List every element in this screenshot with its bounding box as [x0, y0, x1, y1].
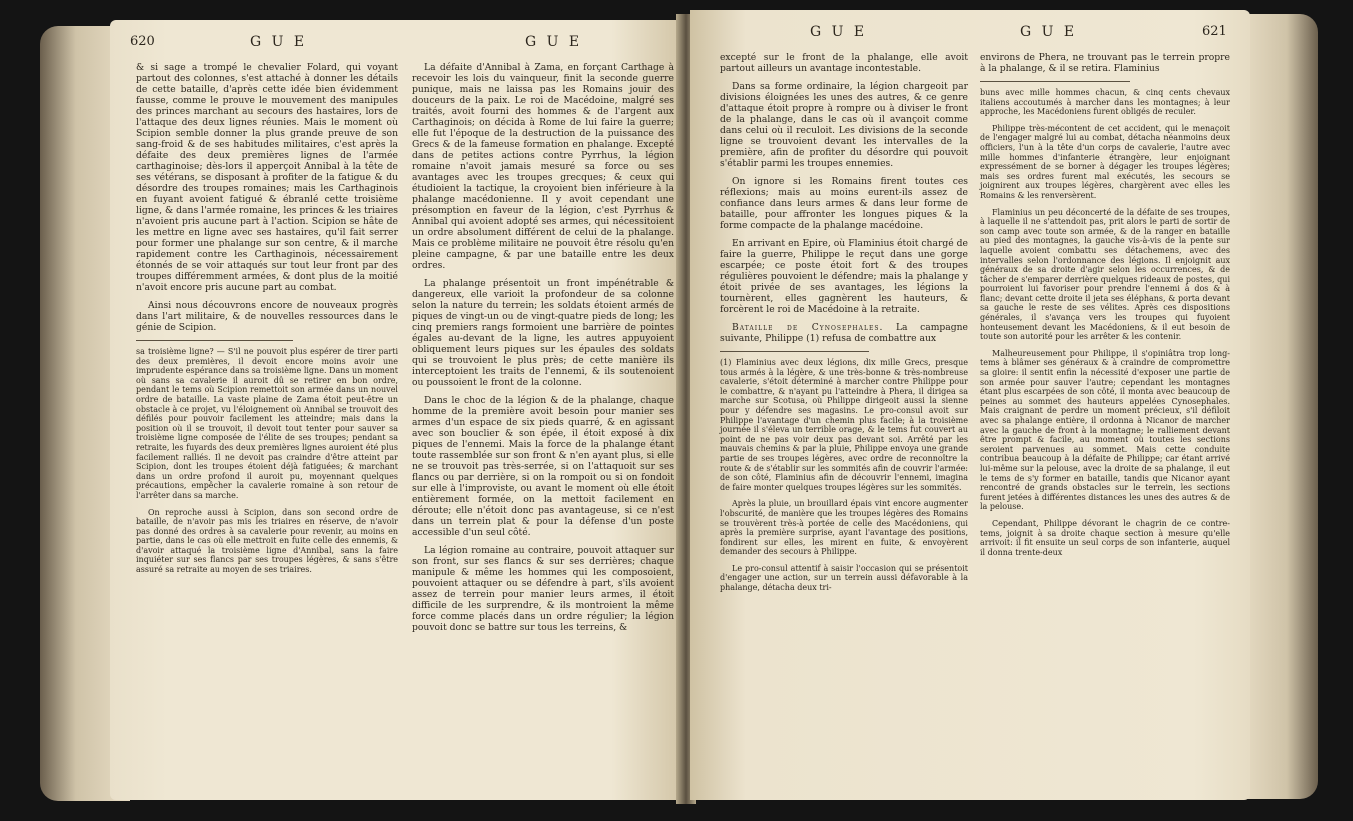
running-head-right-col1: G U E — [810, 24, 868, 40]
footnote-paragraph: Le pro-consul attentif à saisir l'occasion qui se présentoit d'engager une action, sur un terrein aussi défavorable à la phalange, détacha deux tri- — [720, 563, 968, 593]
paragraph: La légion romaine au contraire, pouvoit attaquer sur son front, sur ses flancs & sur ses derrières; chaque manipule & même les hommes qui les composoient, pouvoient attaquer ou se défendre à part, s'ils avoient assez de terrein pour manier leurs armes, il étoit difficile de les surprendre, & ils montroient la même force comme placés dans un ordre régulier; la légion pouvoit donc se battre sur tous les terreins, & — [412, 545, 674, 633]
paragraph: La phalange présentoit un front impénétrable & dangereux, elle varioit la profondeur de sa colonne selon la nature du terrein; les soldats étoient armés de piques de vingt-un ou de vingt-quatre pieds de long; les cinq premiers rangs formoient une barrière de pointes égales au-devant de la ligne, les autres appuyoient obliquement leurs piques sur les épaules des soldats qui se trouvoient le plus près; de cette manière ils interceptoient les traits de l'ennemi, & ils soutenoient ou poussoient le front de la colonne. — [412, 278, 674, 388]
footnote-paragraph: Cependant, Philippe dévorant le chagrin de ce contre-tems, joignit à sa droite chaque section à mesure qu'elle arrivoit: il fit ensuite un seul corps de son infanterie, auquel il donna trente-deux — [980, 518, 1230, 557]
paragraph: Dans le choc de la légion & de la phalange, chaque homme de la première avoit besoin pour manier ses armes d'un espace de six pieds quarré, & en agissant avec son bouclier & son épée, il étoit exposé à dix piques de l'ennemi. Mais la force de la phalange étant toute rassemblée sur son front & n'en ayant plus, si elle ne se trouvoit pas très-serrée, si on l'attaquoit sur ses flancs ou par derrière, si on la rompoit ou si on fondoit sur elle à l'improviste, ou avant le moment où elle étoit entièrement formée, on la mettoit facilement en déroute; elle n'étoit donc pas avantageuse, si ce n'est dans un terrein plat & pour la défense d'un poste accessible d'un seul côté. — [412, 395, 674, 538]
paragraph: On ignore si les Romains firent toutes ces réflexions; mais au moins eurent-ils assez de confiance dans leurs armes & dans leur forme de bataille, pour affronter les longues piques & la forme compacte de la phalange macédoine. — [720, 176, 968, 231]
footnote-rule — [980, 81, 1130, 82]
footnote-paragraph: Flaminius un peu déconcerté de la défaite de ses troupes, à laquelle il ne s'attendoit pas, prit alors le parti de sortir de son camp avec toute son armée, & de la ranger en bataille au pied des montagnes, la gauche vis-à-vis de la pente sur laquelle avoient combattu ses détachemens, avec des intervalles selon l'ordonnance des légions. Il enjoignit aux généraux de sa droite d'agir selon les occurrences, & de tâcher de s'emparer derrière quelques rideaux de postes, qui pourroient lui favoriser pour prendre l'ennemi à dos & à flanc; devant cette droite il jeta ses éléphans, & porta devant sa gauche le reste de ses vélites. Après ces dispositions générales, il s'avança vers les troupes qui fuyoient honteusement devant les Macédoniens, & il eut besoin de toute son autorité pour les arrêter & les contenir. — [980, 207, 1230, 342]
paragraph: excepté sur le front de la phalange, elle avoit partout ailleurs un avantage incontestable. — [720, 52, 968, 74]
right-column-2 — [980, 52, 1230, 564]
paragraph: & si sage a trompé le chevalier Folard, qui voyant partout des colonnes, s'est attaché à donner les détails de cette bataille, d'après cette idée bien évidemment fausse, comme le prouve le mouvement des manipules des princes marchant au secours des hastaires, lors de l'attaque des deux lignes réunies. Mais le moment où Scipion semble donner la plus grande preuve de son sang-froid & de ses habitudes militaires, c'est après la défaite des deux premières lignes de l'armée carthaginoise; dès-lors il apperçoit Annibal à la tête de ses vétérans, se disposant à profiter de la fatigue & du désordre des troupes romaines; mais les Carthaginois en fuyant avoient fatigué & ébranlé cette troisième ligne, & dans l'armée romaine, les princes & les triaires n'avoient pris aucune part à l'action. Scipion se hâte de les mettre en ligne avec ses hastaires, qu'il fait serrer pour former une phalange sur son centre, & il marche rapidement contre les Carthaginois, nécessairement étonnés de se voir attaqués sur tout leur front par des troupes différemment armées, & dont plus de la moitié n'avoit encore pris aucune part au combat. — [136, 62, 398, 293]
paragraph: Ainsi nous découvrons encore de nouveaux progrès dans l'art militaire, & de nouvelles ressources dans le génie de Scipion. — [136, 300, 398, 333]
footnote-paragraph: Après la pluie, un brouillard épais vint encore augmenter l'obscurité, de manière que les troupes légères des Romains se trouvèrent très-à portée de celle des Macédoniens, qui après la première surprise, ayant l'avantage des positions, fondirent sur elles, les mirent en fuite, & envoyèrent demander des secours à Philippe. — [720, 499, 968, 557]
page-number-right: 621 — [1202, 24, 1227, 39]
right-page-edges — [1240, 14, 1318, 799]
right-page — [690, 10, 1250, 800]
footnote-paragraph: (1) Flaminius avec deux légions, dix mille Grecs, presque tous armés à la légère, & une très-bonne & très-nombreuse cavalerie, s'étoit déterminé à marcher contre Philippe pour le combattre, & n'ayant pu l'atteindre à Phera, il dirigea sa marche sur Scotusa, où Philippe dirigeoit aussi la sienne pour y défendre ses magasins. Le pro-consul avoit sur Philippe l'avantage d'un chemin plus facile; à la troisième journée il s'éleva un terrible orage, & le tems fut couvert au point de ne pas voir deux pas devant soi. Arrêté par les mauvais chemins & par la pluie, Philippe envoya une grande partie de ses troupes légères, avec ordre de reconnoître la route & de s'établir sur les sommités afin de couvrir l'armée: de son côté, Flaminius afin de découvrir l'ennemi, imagina de faire monter quelques troupes légères sur les sommités. — [720, 358, 968, 492]
footnote — [136, 347, 398, 575]
footnote-paragraph: On reproche aussi à Scipion, dans son second ordre de bataille, de n'avoir pas mis les triaires en réserve, de n'avoir pas donné des ordres à sa cavalerie pour revenir, au moins en partie, dans le cas où elle mettroit en fuite celle des ennemis, & d'avoir attaqué la troisième ligne d'Annibal, sans la faire inquiéter sur ses flancs par ses troupes légères, & sans s'être assuré sa retraite au moyen de ses triaires. — [136, 507, 398, 575]
paragraph: Dans sa forme ordinaire, la légion chargeoit par divisions éloignées les unes des autres, & ce genre d'attaque étoit propre à rompre ou à diviser le front de la phalange, dans le cas où il avançoit comme dans celui où il reculoit. Les divisions de la seconde ligne se trouvoient devant les intervalles de la première, afin de profiter du désordre qui pouvoit s'établir parmi les troupes ennemies. — [720, 81, 968, 169]
paragraph: environs de Phera, ne trouvant pas le terrein propre à la phalange, & il se retira. Flaminius — [980, 52, 1230, 74]
section-title: Bataille de Cynosephales. — [732, 322, 884, 333]
paragraph: En arrivant en Epire, où Flaminius étoit chargé de faire la guerre, Philippe le reçut dans une gorge escarpée; ce poste étoit fort & des troupes régulières pouvoient le défendre; mais la phalange y étoit privée de ses avantages, les légions la tournèrent, elles gagnèrent les hauteurs, & forcèrent le roi de Macédoine à la retraite. — [720, 238, 968, 315]
running-head-right-col2: G U E — [1020, 24, 1078, 40]
left-column-2 — [412, 62, 674, 640]
page-number-left: 620 — [130, 34, 155, 49]
footnote-paragraph: buns avec mille hommes chacun, & cinq cents chevaux italiens accoutumés à marcher dans les montagnes; à leur approche, les Macédoniens furent obligés de reculer. — [980, 88, 1230, 117]
paragraph: La défaite d'Annibal à Zama, en forçant Carthage à recevoir les lois du vainqueur, finit la seconde guerre punique, mais ne laissa pas les Romains jouir des douceurs de la paix. Le roi de Macédoine, malgré ses traités, avoit fourni des hommes & de l'argent aux Carthaginois; on décida à Rome de lui faire la guerre; elle fut l'époque de la destruction de la puissance des Grecs & de la fameuse formation en phalange. Excepté dans de petites actions contre Pyrrhus, la légion romaine n'avoit jamais mesuré sa force ou ses avantages avec les troupes grecques; & ceux qui étudioient la tactique, la croyoient bien inférieure à la phalange macédonienne. Il y avoit cependant une présomption en faveur de la légion, c'est Pyrrhus & Annibal qui avoient adopté ses armes, qui nécessitoient un ordre absolument différent de celui de la phalange. Mais ce problème militaire ne pouvoit être résolu qu'en pleine campagne, & par une bataille entre les deux ordres. — [412, 62, 674, 271]
footnote-rule — [136, 340, 293, 341]
footnote — [980, 88, 1230, 557]
footnote-paragraph: Malheureusement pour Philippe, il s'opiniâtra trop long-tems à blâmer ses généraux & à craindre de compromettre sa gloire: il sentit enfin la nécessité d'exposer une partie de son armée pour sauver l'autre; cependant les montagnes étant plus escarpées de son côté, il monta avec beaucoup de peines au sommet des hauteurs appelées Cynosephales. Mais craignant de perdre un moment précieux, s'il défiloit avec sa phalange entière, il ordonna à Nicanor de marcher avec la gauche de front à la montagne; le ralliement devant être prompt & facile, au moment où toutes les sections seroient parvenues au sommet. Mais cette conduite contribua beaucoup à la défaite de Philippe; car étant arrivé lui-même sur la pelouse, avec la droite de sa phalange, il eut le tems de s'y former en bataille, tandis que Nicanor ayant rencontré de grands obstacles sur le terrein, les sections furent jetées à différentes distances les unes des autres & de la pelouse. — [980, 348, 1230, 512]
left-column-1 — [136, 62, 398, 582]
left-page — [110, 20, 680, 800]
right-column-1 — [720, 52, 968, 600]
running-head-left-col1: G U E — [250, 34, 308, 50]
footnote-paragraph: Philippe très-mécontent de cet accident, qui le menaçoit de l'engager malgré lui au combat, détacha néanmoins deux officiers, l'un à la tête d'un corps de cavalerie, l'autre avec mille hommes d'infanterie étrangère, leur enjoignant expressément de se borner à dégager les troupes légères; mais ses ordres furent mal exécutés, les secours se joignirent aux troupes légères, chargèrent avec elles les Romains & les renversèrent. — [980, 123, 1230, 200]
section-paragraph — [720, 322, 968, 344]
footnote — [720, 358, 968, 593]
section-lead: La campagne suivante, Philippe (1) refusa de combattre aux — [720, 322, 968, 344]
running-head-left-col2: G U E — [525, 34, 583, 50]
footnote-paragraph: sa troisième ligne? — S'il ne pouvoit plus espérer de tirer parti des deux premières, il devoit encore moins avoir une imprudente espérance dans sa troisième ligne. Dans un moment où sans sa cavalerie il auroit dû se retirer en bon ordre, pendant le tems où Scipion remettoit son armée dans un nouvel ordre de bataille. La vaste plaine de Zama étoit peut-être un obstacle à ce projet, vu l'éloignement où Annibal se trouvoit des défilés pour pouvoir facilement les atteindre; mais dans la position où il se trouvoit, il devoit tout tenter pour sauver sa troisième ligne composée de l'élite de ses troupes; pendant sa retraite, les fuyards des deux premières lignes auroient été plus facilement ralliés. Il ne devoit pas craindre d'être atteint par Scipion, dont les troupes étoient déjà fatiguées; & marchant dans un ordre profond il auroit pu, moyennant quelques précautions, empêcher la cavalerie romaine à son retour de l'arrêter dans sa marche. — [136, 347, 398, 500]
footnote-rule — [720, 351, 869, 352]
